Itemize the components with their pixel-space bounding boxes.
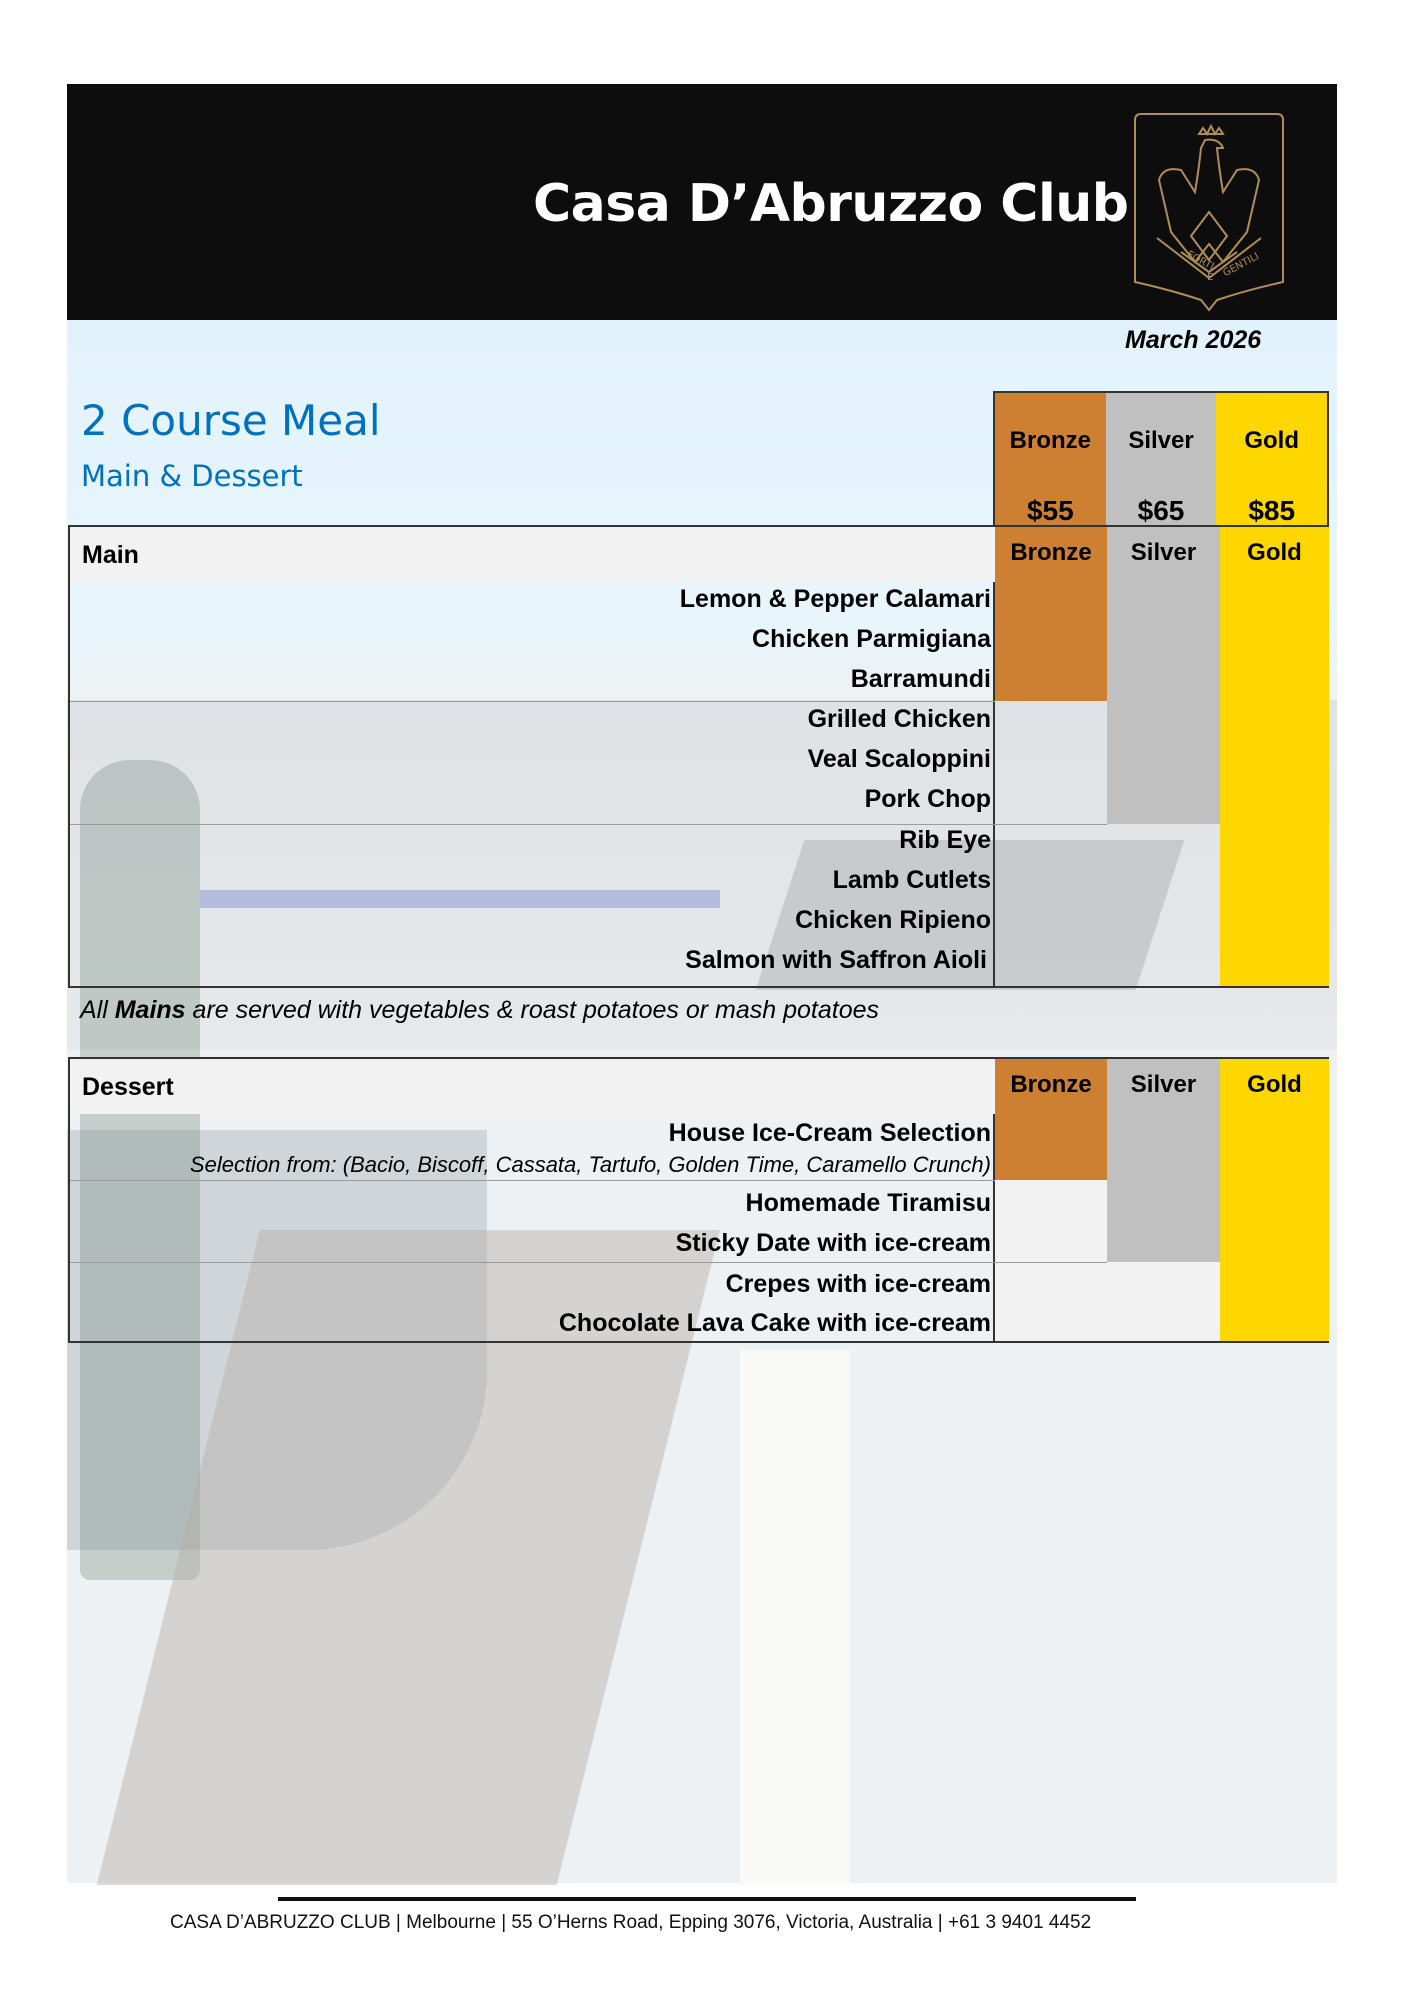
group-divider xyxy=(70,701,995,702)
mains-heading: Main xyxy=(82,541,139,569)
dish-item: Homemade Tiramisu xyxy=(745,1189,991,1217)
column-label: Bronze xyxy=(1010,539,1092,566)
note-emphasis: Mains xyxy=(114,996,186,1024)
footer-divider xyxy=(278,1897,1136,1901)
dish-item: Sticky Date with ice-cream xyxy=(675,1229,991,1257)
tier-price-box xyxy=(993,391,1329,525)
tier-name: Gold xyxy=(1244,427,1299,454)
tier-price: $85 xyxy=(1248,495,1296,526)
dish-item: Rib Eye xyxy=(899,826,991,854)
dish-item: Chicken Ripieno xyxy=(795,906,991,934)
tier-silver-price xyxy=(1106,393,1217,525)
note-text: are served with vegetables & roast potatoes or mash potatoes xyxy=(185,996,880,1024)
svg-text:GENTILI: GENTILI xyxy=(1221,251,1262,280)
tier-price: $55 xyxy=(1026,495,1074,526)
desserts-table xyxy=(68,1057,1329,1343)
group-divider xyxy=(70,824,1107,825)
desserts-heading: Dessert xyxy=(82,1073,174,1101)
dish-item: Lamb Cutlets xyxy=(832,866,991,894)
club-title: Casa D’Abruzzo Club xyxy=(533,174,1129,234)
dish-item: Chocolate Lava Cake with ice-cream xyxy=(558,1309,991,1337)
note-text: All xyxy=(80,996,115,1024)
dish-item: Crepes with ice-cream xyxy=(725,1270,991,1298)
dish-item: Salmon with Saffron Aioli xyxy=(685,946,987,974)
column-label: Gold xyxy=(1247,1071,1302,1098)
dish-note: Selection from: (Bacio, Biscoff, Cassata, Tartufo, Golden Time, Caramello Crunch) xyxy=(189,1152,991,1177)
group-divider xyxy=(70,1262,1107,1263)
tier-name: Bronze xyxy=(1009,427,1091,454)
mains-gold-column xyxy=(1220,527,1329,986)
dish-item: Veal Scaloppini xyxy=(807,745,991,773)
mains-header-row xyxy=(70,527,995,582)
column-label: Silver xyxy=(1130,1071,1197,1098)
dish-item: Barramundi xyxy=(850,665,991,693)
tier-gold-price xyxy=(1216,393,1327,525)
dish-item: Pork Chop xyxy=(864,785,991,813)
tier-bronze-price xyxy=(995,393,1106,525)
svg-text:FORTI: FORTI xyxy=(1184,249,1216,273)
group-divider xyxy=(70,1180,995,1181)
mains-table xyxy=(68,525,1329,988)
column-divider xyxy=(993,582,995,986)
desserts-bronze-column xyxy=(995,1059,1107,1180)
dish-item: Chicken Parmigiana xyxy=(752,625,991,653)
desserts-header-row xyxy=(70,1059,995,1114)
column-divider xyxy=(993,1114,995,1341)
desserts-gold-column xyxy=(1220,1059,1329,1341)
background-curb xyxy=(740,1350,850,1885)
dish-item: Lemon & Pepper Calamari xyxy=(679,585,991,613)
mains-silver-column xyxy=(1107,527,1220,824)
column-label: Silver xyxy=(1130,539,1197,566)
mains-note xyxy=(80,996,879,1025)
tier-price: $65 xyxy=(1137,495,1185,526)
dish-item: House Ice-Cream Selection xyxy=(668,1119,991,1147)
column-label: Bronze xyxy=(1010,1071,1092,1098)
menu-date: March 2026 xyxy=(1125,326,1262,354)
tier-name: Silver xyxy=(1128,427,1194,454)
dish-item: Grilled Chicken xyxy=(807,705,991,733)
mains-bronze-column xyxy=(995,527,1107,701)
svg-text:E: E xyxy=(1207,272,1214,283)
footer-address: CASA D’ABRUZZO CLUB | Melbourne | 55 O’Herns Road, Epping 3076, Victoria, Australia | +61 3 9401 4452 xyxy=(170,1912,1092,1933)
eagle-crest-icon xyxy=(1127,112,1291,312)
menu-title: 2 Course Meal xyxy=(81,396,381,445)
column-label: Gold xyxy=(1247,539,1302,566)
desserts-silver-column xyxy=(1107,1059,1220,1262)
menu-subtitle: Main & Dessert xyxy=(81,459,303,493)
